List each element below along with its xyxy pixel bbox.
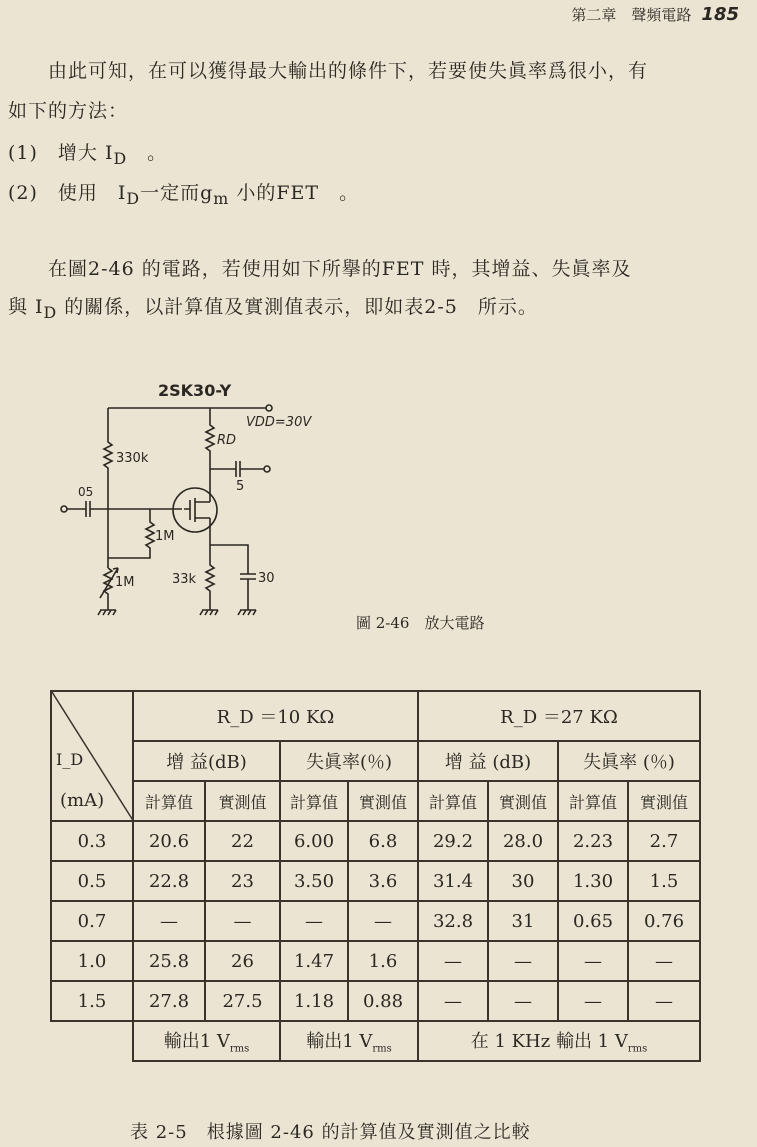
paragraph-line: 由此可知，在可以獲得最大輸出的條件下，若要使失眞率爲很小，有	[8, 60, 649, 82]
subgroup-header: 增 益 (dB)	[418, 741, 558, 781]
table-cell: —	[628, 981, 700, 1021]
table-row	[51, 821, 700, 861]
table-cell: 22	[205, 821, 280, 861]
table-cell: —	[133, 901, 205, 941]
paragraph-line: 如下的方法：	[8, 100, 129, 122]
id-value: 0.7	[51, 901, 133, 941]
table-cell: —	[488, 941, 558, 981]
paragraph-line: 與 $I_D$ 的關係，以計算值及實測值表示，即如表2-5 所示。	[8, 296, 538, 322]
table-cell: 29.2	[418, 821, 488, 861]
unit-label: (mA)	[60, 790, 105, 811]
group-header: R_D ＝27 KΩ	[418, 691, 700, 741]
rs-label: 33k	[172, 572, 197, 587]
column-header: 計算值	[418, 781, 488, 821]
table-cell: 20.6	[133, 821, 205, 861]
paragraph-line: 在圖2-46 的電路，若使用如下所擧的FET 時，其增益、失眞率及	[8, 258, 632, 280]
column-header: 計算值	[558, 781, 628, 821]
table-cell: —	[558, 941, 628, 981]
table-cell: 0.76	[628, 901, 700, 941]
table-cell: —	[280, 901, 348, 941]
column-header: 實測值	[348, 781, 418, 821]
column-header: 計算值	[280, 781, 348, 821]
cin-label: 05	[78, 485, 94, 499]
table-cell: 0.65	[558, 901, 628, 941]
table-cell: 25.8	[133, 941, 205, 981]
footer-note: 輸出1 $V_{rms}$	[133, 1021, 280, 1061]
table-cell: 22.8	[133, 861, 205, 901]
table-cell: 0.88	[348, 981, 418, 1021]
table-cell: 3.50	[280, 861, 348, 901]
figure-caption: 圖 2-46 放大電路	[356, 614, 485, 632]
table-cell: 1.30	[558, 861, 628, 901]
group-header: R_D ＝10 KΩ	[133, 691, 418, 741]
table-row	[51, 861, 700, 901]
table-row	[51, 941, 700, 981]
table-row	[51, 981, 700, 1021]
cout-label: 5	[236, 479, 245, 494]
id-value: 1.0	[51, 941, 133, 981]
list-item: (1) 增大 $I_D$ 。	[8, 142, 168, 168]
table-caption: 表 2-5 根據圖 2-46 的計算值及實測值之比較	[130, 1122, 531, 1143]
table-cell: 6.8	[348, 821, 418, 861]
empty-cell	[51, 1021, 133, 1061]
footer-note: 輸出1 $V_{rms}$	[280, 1021, 418, 1061]
table-cell: 3.6	[348, 861, 418, 901]
device-label: 2SK30-Y	[158, 381, 232, 400]
table-cell: 1.47	[280, 941, 348, 981]
table-cell: 1.6	[348, 941, 418, 981]
column-header: 計算值	[133, 781, 205, 821]
chapter-title: 第二章 聲頻電路	[571, 6, 692, 24]
table-cell: —	[628, 941, 700, 981]
table-cell: 6.00	[280, 821, 348, 861]
table-cell: 26	[205, 941, 280, 981]
vdd-label: VDD=30V	[246, 415, 312, 430]
table-cell: 1.18	[280, 981, 348, 1021]
id-value: 0.3	[51, 821, 133, 861]
rd-label: RD	[217, 433, 237, 448]
subgroup-header: 失眞率(％)	[280, 741, 418, 781]
table-cell: —	[348, 901, 418, 941]
r2-label: 1M	[155, 529, 175, 544]
table-cell: —	[488, 981, 558, 1021]
table-cell: 2.7	[628, 821, 700, 861]
table-cell: 2.23	[558, 821, 628, 861]
column-header: 實測值	[488, 781, 558, 821]
vr-label: 1M	[115, 575, 135, 590]
footer-note: 在 1 KHz 輸出 1 $V_{rms}$	[418, 1021, 700, 1061]
corner-header	[51, 691, 133, 821]
column-header: 實測值	[205, 781, 280, 821]
id-value: 1.5	[51, 981, 133, 1021]
comparison-table	[50, 690, 701, 1062]
cs-label: 30	[258, 571, 275, 586]
table-cell: —	[205, 901, 280, 941]
table-cell: 30	[488, 861, 558, 901]
table-cell: 28.0	[488, 821, 558, 861]
table-row	[51, 901, 700, 941]
table-cell: 32.8	[418, 901, 488, 941]
column-header: 實測值	[628, 781, 700, 821]
table-cell: 23	[205, 861, 280, 901]
table-cell: 31	[488, 901, 558, 941]
page-number: 185	[701, 4, 739, 25]
table-cell: —	[418, 941, 488, 981]
id-value: 0.5	[51, 861, 133, 901]
table-cell: —	[418, 981, 488, 1021]
table-cell: 1.5	[628, 861, 700, 901]
table-cell: 27.5	[205, 981, 280, 1021]
subgroup-header: 失眞率 (％)	[558, 741, 700, 781]
subgroup-header: 增 益(dB)	[133, 741, 280, 781]
table-cell: 27.8	[133, 981, 205, 1021]
id-label: I_D	[56, 750, 84, 769]
r1-label: 330k	[116, 451, 149, 466]
list-item: (2) 使用 $I_D$一定而$g_m$ 小的FET 。	[8, 182, 360, 208]
table-cell: 31.4	[418, 861, 488, 901]
table-cell: —	[558, 981, 628, 1021]
